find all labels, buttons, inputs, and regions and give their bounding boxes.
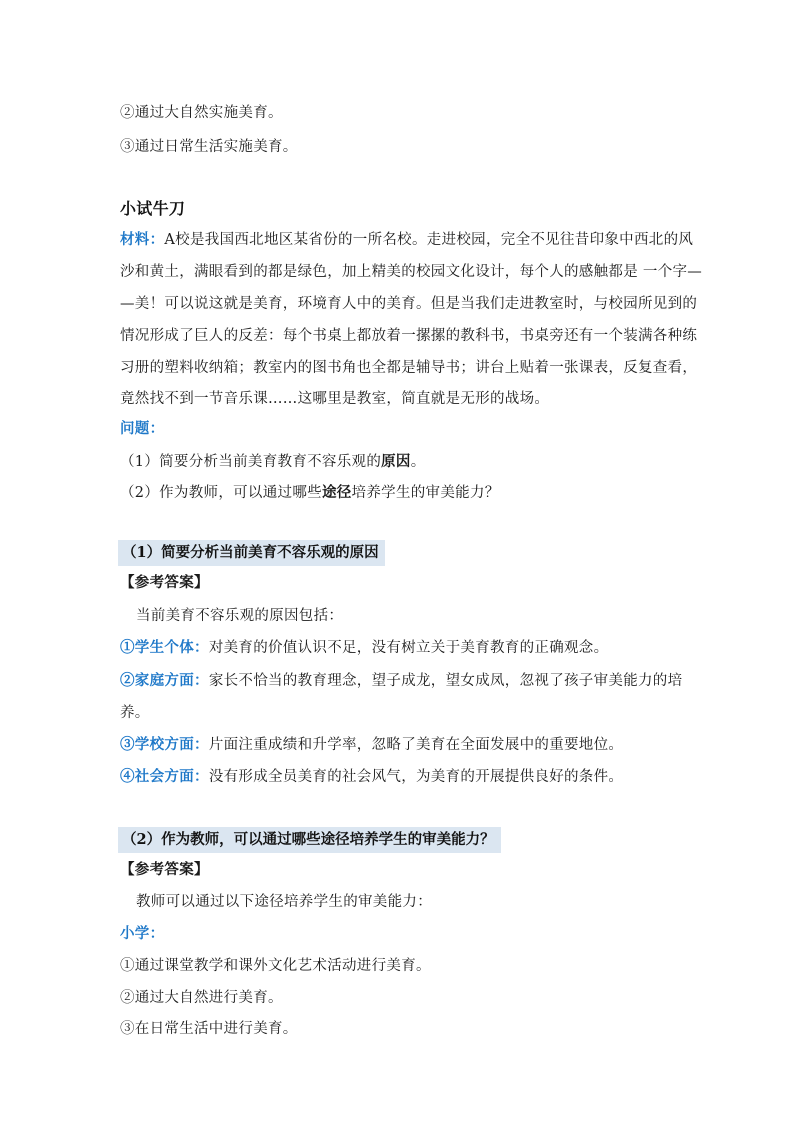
material-text-1: A校是我国西北地区某省份的一所名校。走进校园，完全不见往昔印象中西北的风: [164, 232, 694, 248]
answer-1-intro: 当前美育不容乐观的原因包括：: [136, 608, 344, 624]
material-line-5: 习册的塑料收纳箱；教室内的图书角也全都是辅导书；讲台上贴着一张课表，反复查看，: [120, 360, 698, 376]
answer-1-point-3-text: 片面注重成绩和升学率，忽略了美育在全面发展中的重要地位。: [208, 737, 624, 753]
question-1-prefix: （1）简要分析当前美育教育不容乐观的: [120, 454, 382, 470]
question-1-keyword: 原因: [381, 453, 411, 470]
answer-1-point-1-text: 对美育的价值认识不足，没有树立关于美育教育的正确观念。: [208, 640, 609, 656]
questions-label: 问题：: [120, 420, 165, 437]
question-1-suffix: 。: [410, 454, 426, 470]
answer-1-point-1-label: ①学生个体：: [120, 639, 209, 656]
section-title: 小试牛刀: [120, 199, 186, 218]
material-line-1: [120, 230, 693, 250]
answer-1-point-2: [120, 671, 682, 691]
answer-1-point-3-label: ③学校方面：: [120, 736, 209, 753]
question-2-keyword: 途径: [321, 484, 352, 501]
answer-2-item-2: ②通过大自然进行美育。: [120, 990, 283, 1006]
question-2-suffix: 培养学生的审美能力？: [351, 485, 500, 501]
answer-1-point-4-text: 没有形成全员美育的社会风气，为美育的开展提供良好的条件。: [208, 769, 624, 785]
answer-1-point-4-label: ④社会方面：: [120, 768, 209, 785]
material-line-4: 情况形成了巨人的反差：每个书桌上都放着一摞摞的教科书，书桌旁还有一个装满各种练: [120, 328, 698, 344]
answer-2-ref-label: 【参考答案】: [120, 862, 209, 878]
answer-1-question-bar: （1）简要分析当前美育不容乐观的原因: [118, 540, 385, 566]
answer-1-point-2-continued: 养。: [120, 705, 150, 721]
material-label: 材料：: [120, 231, 165, 248]
answer-1-point-2-text: 家长不恰当的教育理念，望子成龙，望女成凤，忽视了孩子审美能力的培: [208, 673, 683, 689]
question-2: [120, 483, 500, 503]
answer-2-primary-label: 小学：: [120, 925, 165, 942]
answer-1-point-1: [120, 638, 608, 658]
answer-1-point-2-label: ②家庭方面：: [120, 672, 209, 689]
question-1: [120, 452, 426, 472]
material-line-3: —美！可以说这就是美育，环境育人中的美育。但是当我们走进教室时，与校园所见到的: [120, 296, 698, 312]
answer-1-point-3: [120, 735, 623, 755]
answer-2-intro: 教师可以通过以下途径培养学生的审美能力：: [136, 894, 432, 910]
answer-2-item-1: ①通过课堂教学和课外文化艺术活动进行美育。: [120, 958, 431, 974]
answer-2-question-bar: （2）作为教师，可以通过哪些途径培养学生的审美能力？: [118, 827, 501, 853]
top-list-item-2: ②通过大自然实施美育。: [120, 105, 283, 121]
answer-1-point-4: [120, 767, 623, 787]
top-list-item-3: ③通过日常生活实施美育。: [120, 139, 298, 155]
material-line-6: 竟然找不到一节音乐课……这哪里是教室，简直就是无形的战场。: [120, 391, 550, 407]
answer-1-ref-label: 【参考答案】: [120, 575, 209, 591]
material-line-2: 沙和黄土，满眼看到的都是绿色，加上精美的校园文化设计，每个人的感触都是 一个字—: [120, 264, 703, 280]
question-2-prefix: （2）作为教师，可以通过哪些: [120, 485, 322, 501]
answer-2-item-3: ③在日常生活中进行美育。: [120, 1021, 298, 1037]
